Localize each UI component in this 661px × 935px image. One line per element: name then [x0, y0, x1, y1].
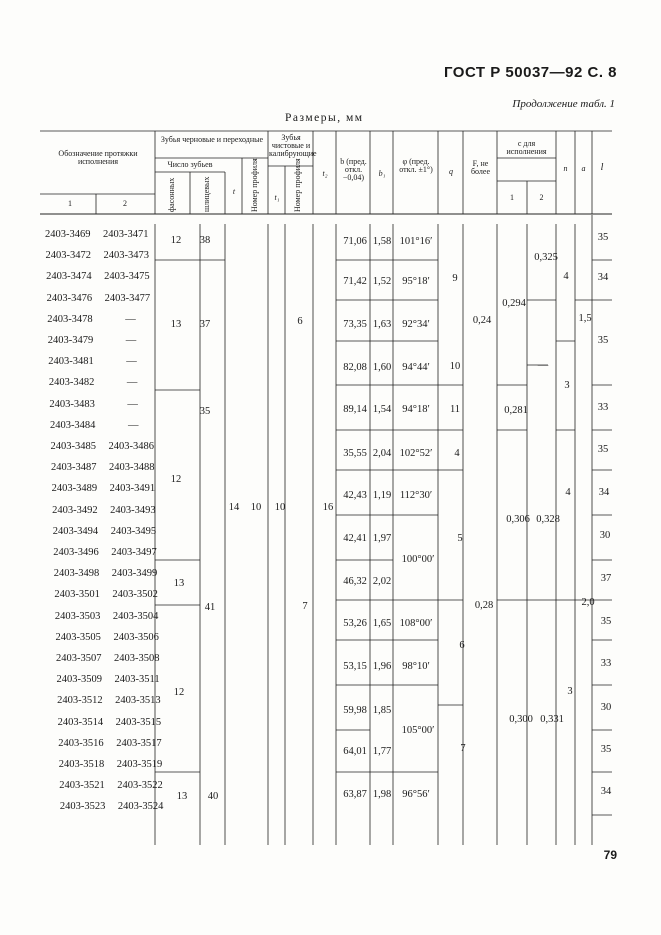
l-cell: 30 — [599, 530, 611, 541]
slot-cell: 38 — [199, 235, 211, 246]
col-number-1: 1 — [68, 199, 72, 208]
c2-cell: — — [537, 360, 549, 371]
phi-cell: 100°00′ — [401, 554, 435, 565]
designation-cell: 2403-3524 — [117, 801, 164, 813]
header-b: b (пред. откл. −0,04) — [340, 157, 367, 182]
designation-cell: 2403-3517 — [116, 737, 162, 749]
dimensions-caption: Размеры, мм — [285, 112, 364, 124]
designation-cell: 2403-3482 — [48, 377, 95, 389]
header-a: a — [581, 164, 586, 173]
b1-cell: 1,54 — [372, 404, 392, 415]
b1-cell: 2,02 — [372, 576, 392, 587]
b-cell: 42,41 — [343, 533, 367, 544]
n-cell: 3 — [564, 380, 570, 391]
b1-cell: 1,52 — [372, 276, 392, 287]
q-cell: 10 — [449, 361, 461, 372]
l-cell: 35 — [600, 744, 612, 755]
b1-cell: 1,98 — [372, 789, 392, 800]
l-cell: 34 — [597, 272, 609, 283]
b1-cell: 1,58 — [372, 236, 392, 247]
designation-cell: 2403-3479 — [47, 335, 94, 346]
designation-cell: 2403-3499 — [111, 568, 158, 580]
designation-cell: 2403-3483 — [49, 398, 95, 410]
F-cell: 0,24 — [472, 315, 492, 326]
l-cell: 34 — [598, 487, 610, 498]
profile-cell: 10 — [250, 502, 262, 513]
q-cell: 6 — [459, 640, 465, 651]
designation-cell: 2403-3487 — [51, 462, 97, 474]
l-cell: 33 — [600, 658, 612, 669]
designation-cell: 2403-3489 — [51, 483, 98, 495]
a-cell: 1,5 — [578, 313, 592, 324]
header-t2: t₂ — [322, 169, 328, 178]
l-cell: 35 — [600, 616, 612, 627]
l-cell: 37 — [600, 573, 612, 584]
c2-cell: 0,328 — [536, 514, 560, 525]
header-ex2: 2 — [539, 193, 544, 202]
l-cell: 35 — [597, 335, 609, 346]
designation-cell: 2403-3501 — [54, 589, 100, 601]
b-cell: 71,42 — [343, 276, 367, 287]
designation-cell: — — [126, 356, 137, 368]
b-cell: 53,15 — [343, 661, 367, 672]
b-cell: 64,01 — [343, 746, 367, 757]
designation-cell: 2403-3503 — [54, 610, 101, 622]
phi-cell: 112°30′ — [399, 490, 433, 501]
header-ex1: 1 — [510, 193, 514, 202]
b1-cell: 1,96 — [372, 661, 392, 672]
header-F: F, не более — [470, 159, 491, 176]
profile2-cell: 7 — [302, 601, 308, 612]
designation-cell: 2403-3502 — [112, 589, 158, 601]
shaped-cell: 12 — [170, 235, 182, 246]
designation-cell: 2403-3486 — [108, 441, 154, 452]
designation-cell: 2403-3492 — [52, 504, 98, 516]
col-number-2: 2 — [123, 199, 127, 208]
designation-cell: 2403-3497 — [111, 547, 157, 558]
designation-cell: 2403-3476 — [46, 292, 93, 304]
designation-cell: 2403-3515 — [115, 716, 162, 728]
designation-cell: 2403-3516 — [58, 737, 104, 749]
designation-cell: 2403-3523 — [59, 801, 106, 813]
shaped-cell: 13 — [176, 791, 188, 802]
header-phi: φ (пред. откл. ±1°) — [399, 157, 433, 174]
designation-cell: 2403-3521 — [59, 780, 105, 792]
phi-cell: 98°10′ — [402, 661, 430, 672]
standard-header: ГОСТ Р 50037—92 С. 8 — [443, 64, 617, 81]
q-cell: 4 — [454, 448, 460, 459]
page-number: 79 — [603, 848, 617, 862]
c1-cell: 0,300 — [509, 714, 533, 725]
designation-cell: 2403-3494 — [52, 525, 99, 537]
b1-cell: 1,19 — [372, 490, 392, 501]
designation-cell: 2403-3484 — [49, 419, 96, 431]
c1-cell: 0,281 — [504, 405, 528, 416]
designation-cell: 2403-3493 — [110, 504, 156, 516]
designation-cell: 2403-3488 — [109, 462, 155, 474]
header-b1: b₁ — [378, 169, 386, 178]
c2-cell: 0,325 — [534, 252, 558, 263]
c2-cell: 0,331 — [540, 714, 564, 725]
b-cell: 63,87 — [343, 789, 367, 800]
designation-cell: 2403-3478 — [47, 313, 93, 325]
shaped-cell: 13 — [170, 319, 182, 330]
phi-cell: 94°44′ — [402, 362, 430, 373]
designation-cell: 2403-3509 — [56, 674, 103, 686]
designation-cell: 2403-3498 — [53, 568, 100, 580]
designation-cell: 2403-3472 — [45, 250, 92, 262]
header-profile-no2: Номер профиля — [293, 158, 302, 212]
designation-cell: 2403-3485 — [50, 441, 96, 452]
l-cell: 30 — [600, 702, 612, 713]
continuation-note: Продолжение табл. 1 — [512, 98, 615, 110]
b-cell: 82,08 — [343, 362, 367, 373]
designation-cell: 2403-3513 — [115, 695, 161, 707]
designation-cell: 2403-3473 — [103, 250, 150, 262]
n-cell: 4 — [563, 271, 569, 282]
phi-cell: 92°34′ — [402, 319, 430, 330]
shaped-cell: 12 — [170, 474, 182, 485]
header-c: c для исполнения — [506, 139, 547, 156]
b-cell: 73,35 — [343, 319, 367, 330]
designation-cell: 2403-3505 — [55, 631, 101, 643]
designation-cell: 2403-3506 — [113, 631, 159, 643]
header-rough-teeth: Зубья черновые и переходные — [160, 135, 264, 144]
t2-cell: 16 — [322, 502, 334, 513]
shaped-cell: 12 — [173, 687, 185, 698]
n-cell: 3 — [567, 686, 573, 697]
l-cell: 33 — [597, 402, 609, 413]
header-finish-teeth: Зубья чистовые и калибрующие — [269, 133, 317, 158]
b1-cell: 1,63 — [372, 319, 392, 330]
b-cell: 59,98 — [343, 705, 367, 716]
designation-cell: 2403-3469 — [45, 229, 91, 240]
header-profile-no: Номер профиля — [250, 158, 259, 212]
F-cell: 0,28 — [474, 600, 494, 611]
b1-cell: 1,77 — [372, 746, 392, 757]
designation-cell: 2403-3507 — [56, 653, 102, 664]
header-shaped: фасонных — [167, 177, 176, 212]
phi-cell: 94°18′ — [402, 404, 430, 415]
phi-cell: 102°52′ — [399, 448, 433, 459]
b1-cell: 1,97 — [372, 533, 392, 544]
designation-cell: 2403-3475 — [104, 271, 150, 283]
phi-cell: 101°16′ — [399, 236, 433, 247]
header-n: n — [563, 164, 568, 173]
l-cell: 34 — [600, 786, 612, 797]
b1-cell: 1,65 — [372, 618, 392, 629]
slot-cell: 40 — [207, 791, 219, 802]
designation-cell: — — [125, 313, 136, 325]
designation-cell: 2403-3504 — [112, 610, 159, 622]
header-designation: Обозначение протяжки исполнения — [58, 149, 138, 166]
c1-cell: 0,294 — [502, 298, 526, 309]
designation-cell: 2403-3477 — [104, 292, 151, 304]
header-l: l — [600, 162, 604, 173]
designation-cell: 2403-3514 — [57, 716, 104, 728]
designation-cell: 2403-3522 — [117, 780, 163, 792]
a-cell: 2,0 — [581, 597, 595, 608]
phi-cell: 96°56′ — [402, 789, 430, 800]
t-cell: 14 — [228, 502, 240, 513]
designation-cell: 2403-3491 — [109, 483, 156, 495]
designation-cell: — — [126, 377, 138, 389]
q-cell: 9 — [452, 273, 458, 284]
designation-cell: 2403-3496 — [53, 547, 99, 558]
slot-cell: 37 — [199, 319, 211, 330]
b-cell: 35,55 — [343, 448, 367, 459]
designation-cell: 2403-3474 — [46, 271, 92, 283]
designation-cell: 2403-3481 — [48, 356, 94, 368]
designation-cell: 2403-3471 — [103, 229, 149, 240]
phi-cell: 108°00′ — [399, 618, 433, 629]
phi-cell: 105°00′ — [401, 725, 435, 736]
b-cell: 89,14 — [343, 404, 367, 415]
header-slot: шлицевых — [202, 176, 211, 212]
header-t1: t₁ — [274, 193, 280, 202]
b1-cell: 1,60 — [372, 362, 392, 373]
q-cell: 11 — [449, 404, 461, 415]
designation-cell: 2403-3495 — [110, 525, 157, 537]
designation-cell: — — [125, 335, 137, 346]
slot-cell: 35 — [199, 406, 211, 417]
header-num-teeth: Число зубьев — [167, 160, 213, 169]
profile2-cell: 6 — [297, 316, 303, 327]
b1-cell: 1,85 — [372, 705, 392, 716]
n-cell: 4 — [565, 487, 571, 498]
designation-cell: 2403-3511 — [114, 674, 160, 686]
q-cell: 7 — [460, 743, 466, 754]
designation-cell: — — [127, 398, 138, 410]
slot-cell: 41 — [204, 602, 216, 613]
header-t: t — [232, 187, 236, 196]
b-cell: 46,32 — [343, 576, 367, 587]
designation-cell: 2403-3508 — [114, 653, 160, 664]
q-cell: 5 — [457, 533, 463, 544]
designation-cell: 2403-3518 — [58, 759, 105, 770]
phi-cell: 95°18′ — [402, 276, 430, 287]
b-cell: 42,43 — [343, 490, 367, 501]
b-cell: 53,26 — [343, 618, 367, 629]
t1-cell: 10 — [274, 502, 286, 513]
l-cell: 35 — [597, 232, 609, 243]
shaped-cell: 13 — [173, 578, 185, 589]
designation-cell: — — [127, 419, 139, 431]
b-cell: 71,06 — [343, 236, 367, 247]
designation-cell: 2403-3512 — [57, 695, 103, 707]
header-q: q — [449, 167, 453, 176]
l-cell: 35 — [597, 444, 609, 455]
c1-cell: 0,306 — [506, 514, 530, 525]
designation-cell: 2403-3519 — [116, 759, 163, 770]
b1-cell: 2,04 — [372, 448, 392, 459]
